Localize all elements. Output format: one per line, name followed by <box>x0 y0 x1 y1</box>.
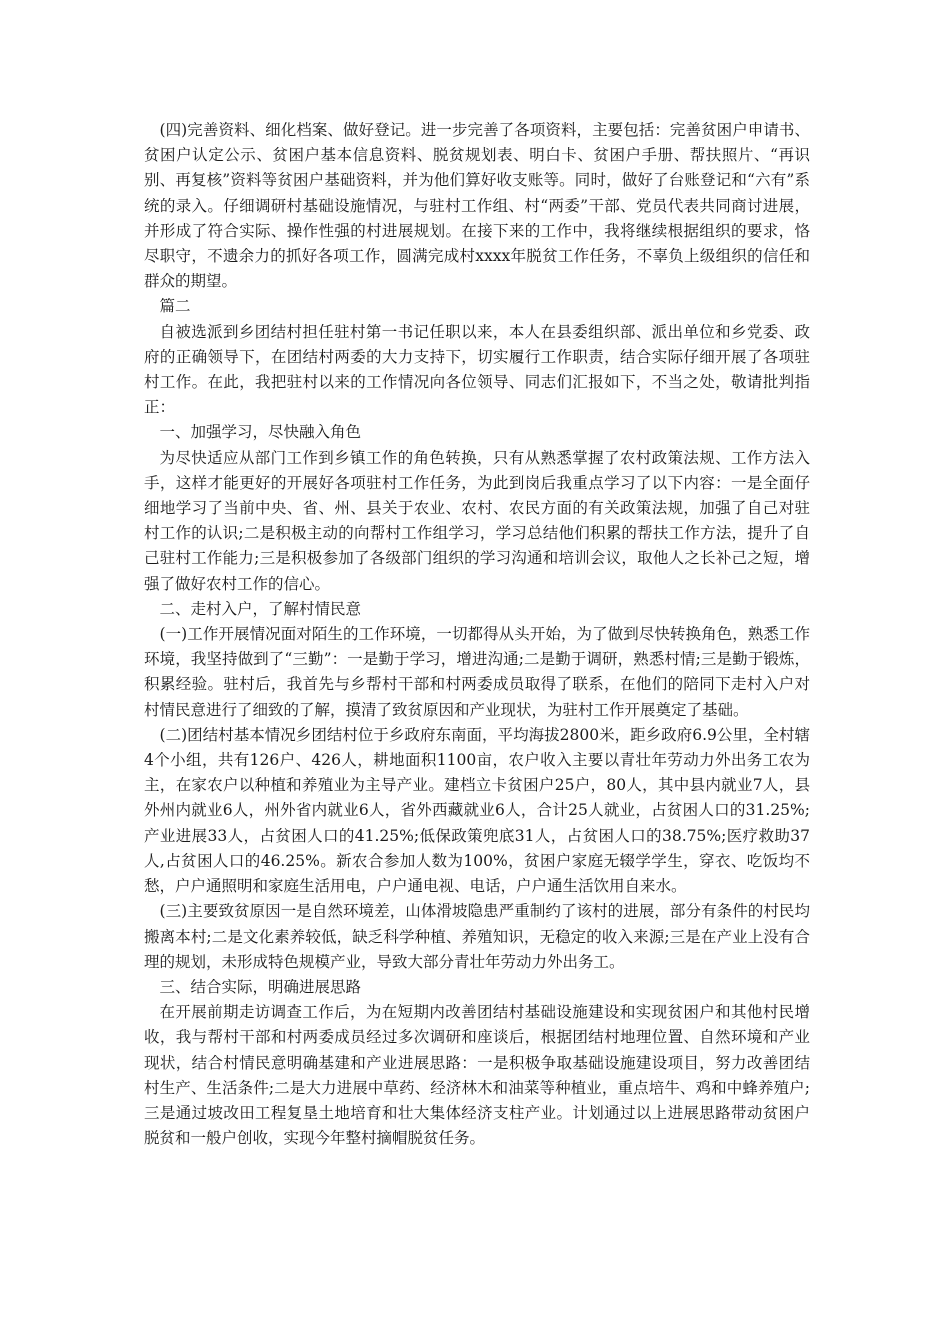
paragraph-study-content: 为尽快适应从部门工作到乡镇工作的角色转换，只有从熟悉掌握了农村政策法规、工作方法入手，这样才能更好的开展好各项驻村工作任务，为此到岗后我重点学习了以下内容：一是全面仔细地学习了当前中央、省、州、县关于农业、农村、农民方面的有关政策法规，加强了自己对驻村工作的认识;二是积极主动的向帮村工作组学习，学习总结他们积累的帮扶工作方法，提升了自己驻村工作能力;三是积极参加了各级部门组织的学习沟通和培训会议，取他人之长补己之短，增强了做好农村工作的信心。 <box>144 448 810 593</box>
paragraph-work-situation: (一)工作开展情况面对陌生的工作环境，一切都得从头开始，为了做到尽快转换角色，熟悉工作环境，我坚持做到了“三勤”：一是勤于学习，增进沟通;二是勤于调研，熟悉村情;三是勤于锻炼，积累经验。驻村后，我首先与乡帮村干部和村两委成员取得了联系，在他们的陪同下走村入户对村情民意进行了细致的了解，摸清了致贫原因和产业现状，为驻村工作开展奠定了基础。 <box>144 625 810 719</box>
section-title-part-two: 篇二 <box>159 297 191 316</box>
heading-visit-households: 二、走村入户，了解村情民意 <box>159 599 362 618</box>
paragraph-introduction: 自被选派到乡团结村担任驻村第一书记任职以来，本人在县委组织部、派出单位和乡党委、政府的正确领导下，在团结村两委的大力支持下，切实履行工作职责，结合实际仔细开展了各项驻村工作。在此，我把驻村以来的工作情况向各位领导、同志们汇报如下，不当之处，敬请批判指正： <box>144 322 810 417</box>
document-body <box>144 118 810 1151</box>
heading-strengthen-study: 一、加强学习，尽快融入角色 <box>159 423 362 442</box>
paragraph-village-basics: (二)团结村基本情况乡团结村位于乡政府东南面，平均海拔2800米，距乡政府6.9公里，全村辖4个小组，共有126户、426人，耕地面积1100亩，农户收入主要以青壮年劳动力外出务工农为主，在家农户以种植和养殖业为主导产业。建档立卡贫困户25户，80人，其中县内就业7人，县外州内就业6人，州外省内就业6人，省外西藏就业6人，合计25人就业，占贫困人口的31.25%;产业进展33人，占贫困人口的41.25%;低保政策兜底31人，占贫困人口的38.75%;医疗救助37人,占贫困人口的46.25%。新农合参加人数为100%，贫困户家庭无辍学学生，穿衣、吃饭均不愁，户户通照明和家庭生活用电，户户通电视、电话，户户通生活饮用自来水。 <box>144 725 810 896</box>
heading-development-ideas: 三、结合实际，明确进展思路 <box>159 977 362 996</box>
paragraph-poverty-causes: (三)主要致贫原因一是自然环境差，山体滑坡隐患严重制约了该村的进展，部分有条件的村民均搬离本村;二是文化素养较低，缺乏科学种植、养殖知识，无稳定的收入来源;三是在产业上没有合理的规划，未形成特色规模产业，导致大部分青壮年劳动力外出务工。 <box>144 902 810 971</box>
paragraph-complete-records: (四)完善资料、细化档案、做好登记。进一步完善了各项资料，主要包括：完善贫困户申请书、贫困户认定公示、贫困户基本信息资料、脱贫规划表、明白卡、贫困户手册、帮扶照片、“再识别、再复核”资料等贫困户基础资料，并为他们算好收支账等。同时，做好了台账登记和“六有”系统的录入。仔细调研村基础设施情况，与驻村工作组、村“两委”干部、党员代表共同商讨进展，并形成了符合实际、操作性强的村进展规划。在接下来的工作中，我将继续根据组织的要求，恪尽职守，不遗余力的抓好各项工作，圆满完成村xxxx年脱贫工作任务，不辜负上级组织的信任和群众的期望。 <box>144 121 810 291</box>
paragraph-development-plan: 在开展前期走访调查工作后，为在短期内改善团结村基础设施建设和实现贫困户和其他村民增收，我与帮村干部和村两委成员经过多次调研和座谈后，根据团结村地理位置、自然环境和产业现状，结合村情民意明确基建和产业进展思路：一是积极争取基础设施建设项目，努力改善团结村生产、生活条件;二是大力进展中草药、经济林木和油菜等种植业，重点培牛、鸡和中蜂养殖户;三是通过坡改田工程复垦土地培育和壮大集体经济支柱产业。计划通过以上进展思路带动贫困户脱贫和一般户创收，实现今年整村摘帽脱贫任务。 <box>144 1003 810 1148</box>
